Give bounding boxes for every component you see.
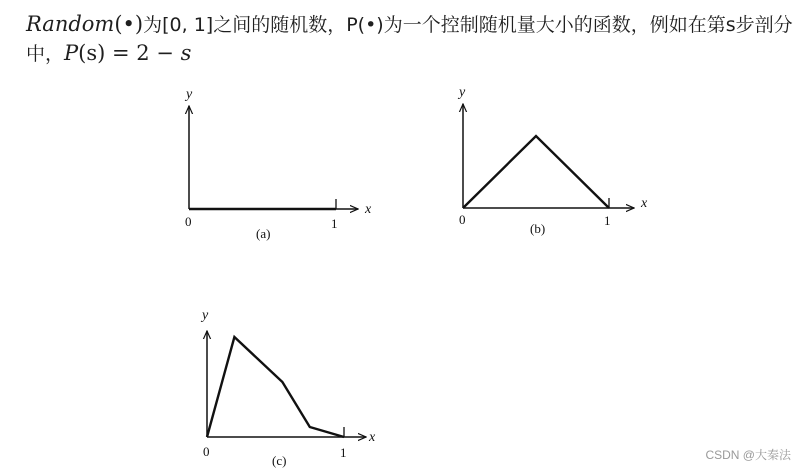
watermark: CSDN @大秦法: [705, 448, 791, 462]
figure-c-end-label: 1: [340, 445, 347, 460]
figure-c-y-label: y: [202, 308, 209, 323]
formula-var: s: [180, 41, 192, 65]
formula-arg: (s): [78, 41, 106, 65]
figure-c-x-label: x: [369, 430, 376, 445]
figure-a-y-label: y: [186, 87, 193, 102]
figure-c-caption: (c): [272, 453, 287, 468]
random-function-name: Random: [26, 12, 115, 36]
figure-c: [200, 308, 376, 468]
figure-a: [184, 87, 372, 241]
figure-b-origin-label: 0: [459, 212, 466, 227]
description-text: 为[0, 1]之间的随机数，P(•)为一个控制随机量大小的函数，例如在第s步剖分中，: [26, 14, 793, 65]
formula-rest: = 2 −: [105, 41, 181, 65]
figure-b-y-label: y: [459, 85, 466, 100]
figure-b-curve: [463, 136, 609, 208]
figure-b-caption: (b): [530, 221, 546, 236]
figure-c-curve: [207, 337, 344, 437]
figure-c-origin-label: 0: [203, 444, 210, 459]
figure-a-x-label: x: [365, 202, 372, 217]
formula-p: P: [64, 41, 79, 65]
figure-a-caption: (a): [256, 226, 271, 241]
random-function-arg: (•): [114, 12, 144, 36]
figure-a-origin-label: 0: [185, 214, 192, 229]
figure-b-end-label: 1: [604, 213, 611, 228]
figure-a-end-label: 1: [331, 216, 338, 231]
figure-b: [457, 85, 648, 236]
figure-b-x-label: x: [641, 196, 648, 211]
